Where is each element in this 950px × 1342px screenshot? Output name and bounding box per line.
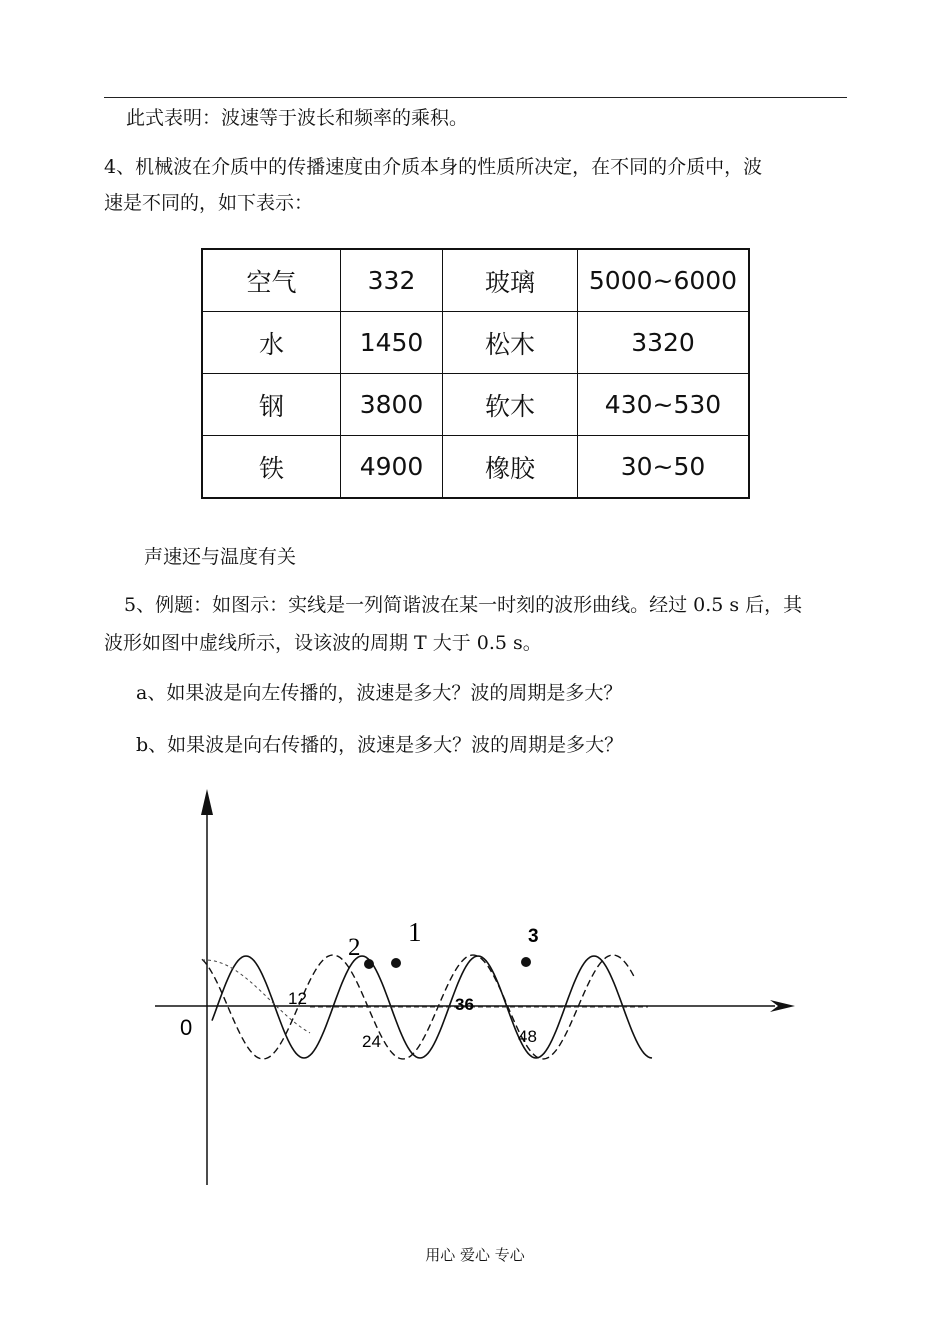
table-cell: 4900 — [341, 436, 443, 499]
footer: 用心 爱心 专心 — [425, 1246, 525, 1264]
table-cell: 332 — [341, 249, 443, 312]
paragraph-temperature: 声速还与温度有关 — [144, 546, 297, 568]
table-row — [202, 312, 749, 374]
question-b: b、如果波是向右传播的，波速是多大？波的周期是多大？ — [136, 734, 624, 756]
table-cell: 铁 — [202, 436, 341, 499]
point-1-dot — [391, 958, 401, 968]
paragraph-wave-speed: 此式表明：波速等于波长和频率的乘积。 — [126, 107, 469, 129]
question-a: a、如果波是向左传播的，波速是多大？波的周期是多大？ — [136, 682, 623, 704]
top-rule — [104, 97, 847, 98]
table-cell: 3320 — [578, 312, 750, 374]
point-2-dot — [364, 959, 374, 969]
table-cell: 5000~6000 — [578, 249, 750, 312]
table-cell: 水 — [202, 312, 341, 374]
table-cell: 30~50 — [578, 436, 750, 499]
table-cell: 1450 — [341, 312, 443, 374]
paragraph-medium-line1: 4、机械波在介质中的传播速度由介质本身的性质所决定，在不同的介质中，波 — [104, 156, 763, 178]
paragraph-medium-line2: 速是不同的，如下表示： — [104, 192, 314, 214]
point-label-2: 2 — [348, 934, 361, 961]
table-cell: 松木 — [443, 312, 578, 374]
table-cell: 空气 — [202, 249, 341, 312]
point-3-dot — [521, 957, 531, 967]
paragraph-example-line1: 5、例题：如图示：实线是一列简谐波在某一时刻的波形曲线。经过 0.5 s 后，其 — [124, 594, 803, 616]
tick-label-36: 36 — [455, 995, 474, 1014]
point-label-3: 3 — [528, 926, 539, 947]
table-cell: 玻璃 — [443, 249, 578, 312]
table-row — [202, 249, 749, 312]
table-row — [202, 436, 749, 499]
y-axis-arrow — [201, 789, 213, 815]
paragraph-example-line2: 波形如图中虚线所示，设该波的周期 T 大于 0.5 s。 — [104, 632, 542, 654]
sound-speed-table — [201, 248, 750, 499]
tick-label-24: 24 — [362, 1032, 381, 1051]
point-label-1: 1 — [408, 917, 422, 947]
tick-label-12: 12 — [288, 989, 307, 1008]
tick-label-48: 48 — [518, 1027, 537, 1046]
table-cell: 钢 — [202, 374, 341, 436]
origin-label: 0 — [180, 1015, 193, 1040]
table-cell: 3800 — [341, 374, 443, 436]
table-cell: 软木 — [443, 374, 578, 436]
table-cell: 橡胶 — [443, 436, 578, 499]
wave-figure — [150, 785, 800, 1195]
table-row — [202, 374, 749, 436]
table-cell: 430~530 — [578, 374, 750, 436]
